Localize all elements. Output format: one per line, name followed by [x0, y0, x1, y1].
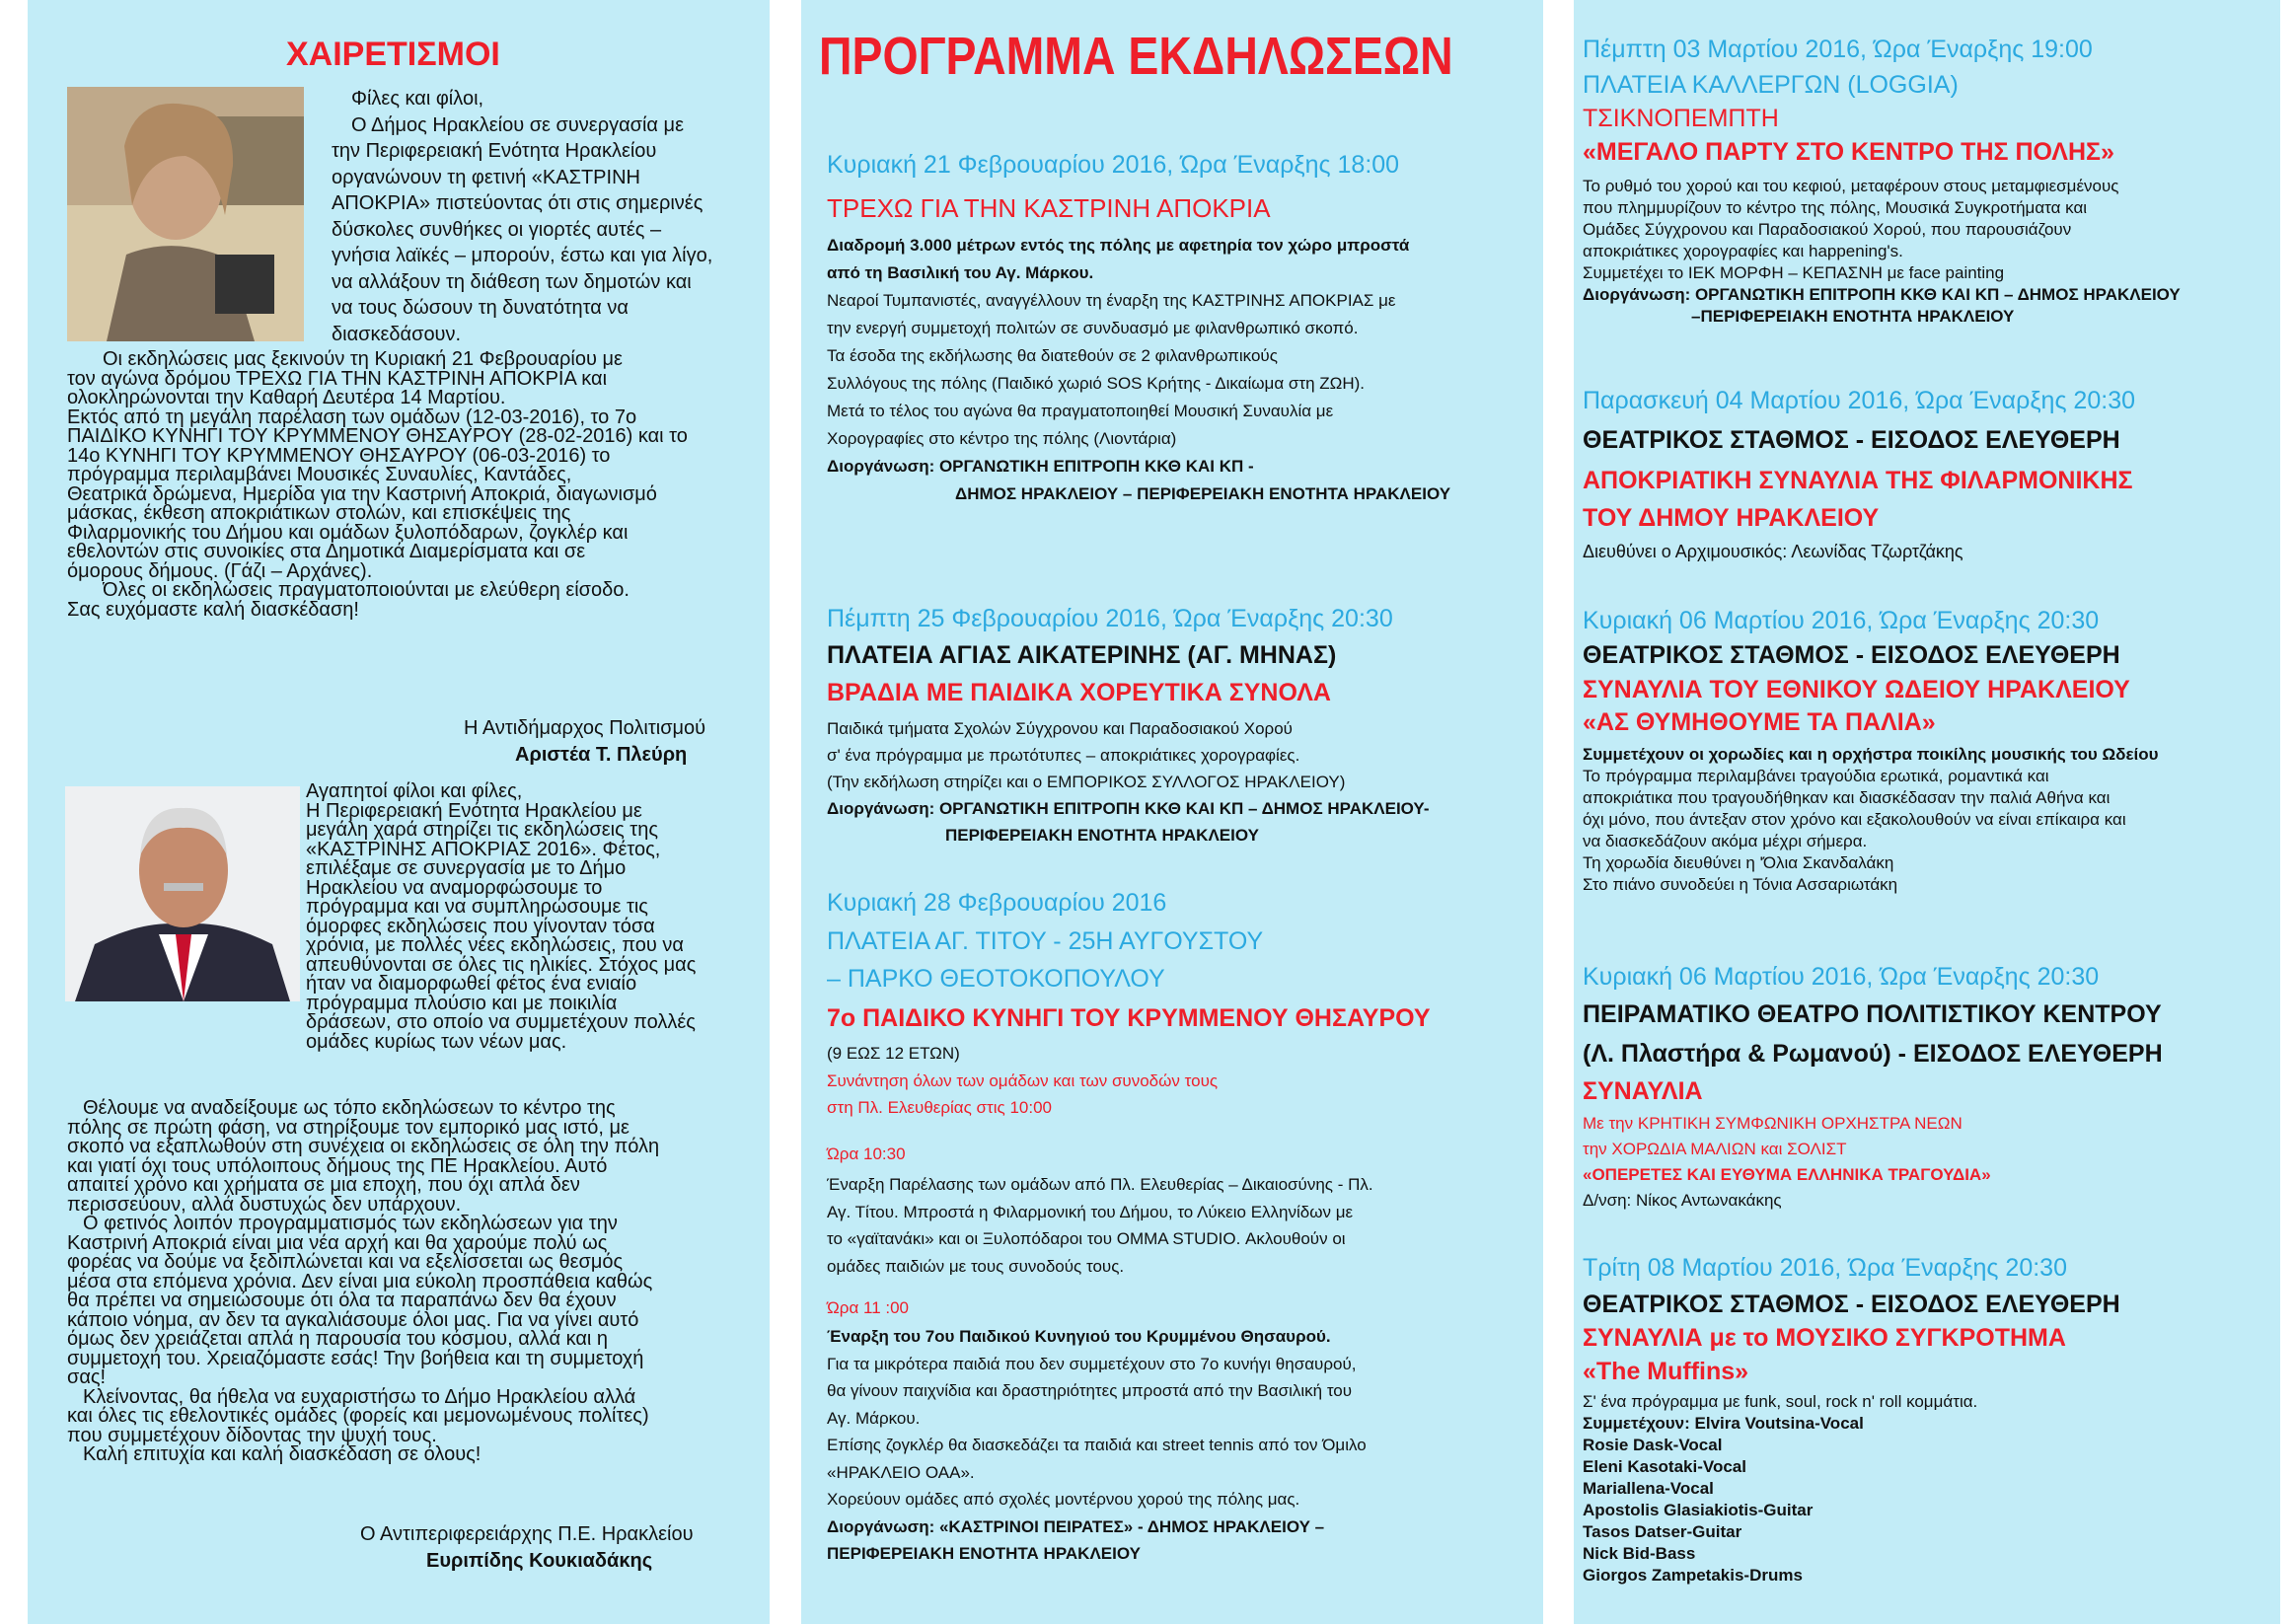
event-time: Ώρα 11 :00 [827, 1298, 910, 1317]
detail-line: Τη χορωδία διευθύνει η 'Όλια Σκανδαλάκη [1583, 853, 1894, 872]
paragraph-line: οργανώνουν τη φετινή «ΚΑΣΤΡΙΝΗ [332, 167, 640, 187]
paragraph-line: ήταν να διαμορφωθεί φέτος ένα ενιαίο [306, 974, 637, 994]
event-conductor: Διευθύνει ο Αρχιμουσικός: Λεωνίδας Τζωρτζάκης [1583, 542, 1963, 561]
detail-line: Διοργάνωση: ΟΡΓΑΝΩΤΙΚΗ ΕΠΙΤΡΟΠΗ ΚΚΘ ΚΑΙ ΚΠ – ΔΗΜΟΣ ΗΡΑΚΛΕΙΟΥ [1583, 285, 2181, 304]
detail-line: ομάδες παιδιών με τους συνοδούς τους. [827, 1256, 1125, 1276]
detail-line: Έναρξη Παρέλασης των ομάδων από Πλ. Ελευθερίας – Δικαιοσύνης - Πλ. [827, 1175, 1373, 1194]
signature-title-2: Ο Αντιπεριφερειάρχης Π.Ε. Ηρακλείου [360, 1523, 694, 1545]
paragraph-line: φορέας να δούμε να ξεδιπλώνεται και να εξελίσσεται ως θεσμός [67, 1252, 624, 1272]
event-place: ΘΕΑΤΡΙΚΟΣ ΣΤΑΘΜΟΣ - ΕΙΣΟΔΟΣ ΕΛΕΥΘΕΡΗ [1583, 1291, 2120, 1318]
event-place: ΠΕΙΡΑΜΑΤΙΚΟ ΘΕΑΤΡΟ ΠΟΛΙΤΙΣΤΙΚΟΥ ΚΕΝΤΡΟΥ [1583, 1000, 2162, 1028]
event-performers: την ΧΟΡΩΔΙΑ ΜΑΛΙΩΝ και ΣΟΛΙΣΤ [1583, 1140, 1847, 1158]
detail-line: αποκριάτικα που τραγουδήθηκαν και διασκέδασαν την παλιά Αθήνα και [1583, 788, 2111, 807]
detail-line: Διοργάνωση: ΟΡΓΑΝΩΤΙΚΗ ΕΠΙΤΡΟΠΗ ΚΚΘ ΚΑΙ ΚΠ - [827, 457, 1254, 476]
detail-line: Apostolis Glasiakiotis-Guitar [1583, 1501, 1814, 1519]
event-place: – ΠΑΡΚΟ ΘΕΟΤΟΚΟΠΟΥΛΟΥ [827, 965, 1165, 993]
event-title: ΒΡΑΔΙΑ ΜΕ ΠΑΙΔΙΚΑ ΧΟΡΕΥΤΙΚΑ ΣΥΝΟΛΑ [827, 679, 1331, 706]
detail-line: Giorgos Zampetakis-Drums [1583, 1566, 1803, 1585]
paragraph-line: Καλή επιτυχία και καλή διασκέδαση σε όλους! [83, 1444, 481, 1464]
event-place: ΘΕΑΤΡΙΚΟΣ ΣΤΑΘΜΟΣ - ΕΙΣΟΔΟΣ ΕΛΕΥΘΕΡΗ [1583, 641, 2120, 669]
paragraph-line: «ΚΑΣΤΡΙΝΗΣ ΑΠΟΚΡΙΑΣ 2016». Φέτος, [306, 839, 661, 859]
paragraph-line: πρόγραμμα περιλαμβάνει Μουσικές Συναυλίες, Καντάδες, [67, 465, 572, 484]
event-time: Ώρα 10:30 [827, 1144, 906, 1163]
paragraph-line: κάποιο νόημα, αν δεν τα αγκαλιάσουμε όλοι μας. Για να γίνει αυτό [67, 1309, 639, 1330]
paragraph-line: πρόγραμμα και να συμπληρώσουμε τις [306, 897, 648, 917]
paragraph-line: συμμετοχή του. Χρειαζόμαστε εσάς! Την βοήθεια και τη συμμετοχή [67, 1348, 644, 1368]
paragraph-line: Εκτός από τη μεγάλη παρέλαση των ομάδων (12-03-2016), το 7ο [67, 406, 637, 427]
detail-line: Tasos Datser-Guitar [1583, 1522, 1742, 1541]
paragraph-line: χρόνια, με πολλές νέες εκδηλώσεις, που να [306, 935, 684, 955]
detail-line: Μετά το τέλος του αγώνα θα πραγματοποιηθεί Μουσική Συναυλία με [827, 402, 1334, 420]
event-subtitle: «ΜΕΓΑΛΟ ΠΑΡΤΥ ΣΤΟ ΚΕΝΤΡΟ ΤΗΣ ΠΟΛΗΣ» [1583, 138, 2114, 166]
paragraph-line: Καστρινή Αποκριά είναι μια νέα αρχή και θα χαρούμε πολύ ως [67, 1232, 608, 1253]
paragraph-line: εθελοντών στις συνοικίες στα Δημοτικά Διαμερίσματα και σε [67, 542, 586, 561]
signature-name-1: Αριστέα Τ. Πλεύρη [515, 744, 688, 766]
paragraph-line: Θέλουμε να αναδείξουμε ως τόπο εκδηλώσεων το κέντρο της [83, 1098, 616, 1118]
paragraph-line: θα πρέπει να σημειώσουμε ότι όλα τα παραπάνω δεν θα έχουν [67, 1291, 617, 1310]
detail-line: Συμμετέχουν: Elvira Voutsina-Vocal [1583, 1414, 1864, 1433]
detail-line: Διοργάνωση: «ΚΑΣΤΡΙΝΟΙ ΠΕΙΡΑΤΕΣ» - ΔΗΜΟΣ ΗΡΑΚΛΕΙΟΥ – [827, 1516, 1325, 1536]
detail-line: Nick Bid-Bass [1583, 1544, 1696, 1563]
event-date: Πέμπτη 25 Φεβρουαρίου 2016, Ώρα Έναρξης 20:30 [827, 605, 1393, 632]
event-program: «ΟΠΕΡΕΤΕΣ ΚΑΙ ΕΥΘΥΜΑ ΕΛΛΗΝΙΚΑ ΤΡΑΓΟΥΔΙΑ» [1583, 1165, 1991, 1184]
detail-line: Συμμετέχουν οι χορωδίες και η ορχήστρα ποικίλης μουσικής του Ωδείου [1583, 745, 2159, 764]
paragraph-line: Φιλαρμονικής του Δήμου και ομάδων ξυλοπόδαρων, ζογκλέρ και [67, 522, 629, 543]
event-performers: Με την ΚΡΗΤΙΚΗ ΣΥΜΦΩΝΙΚΗ ΟΡΧΗΣΤΡΑ ΝΕΩΝ [1583, 1114, 1963, 1133]
paragraph-line: Ηρακλείου να αναμορφώσουμε το [306, 877, 603, 898]
event-date: Κυριακή 06 Μαρτίου 2016, Ώρα Έναρξης 20:30 [1583, 607, 2100, 634]
event-title: ΑΠΟΚΡΙΑΤΙΚΗ ΣΥΝΑΥΛΙΑ ΤΗΣ ΦΙΛΑΡΜΟΝΙΚΗΣ [1583, 467, 2133, 494]
program-title: ΠΡΟΓΡΑΜΜΑ ΕΚΔΗΛΩΣΕΩΝ [819, 27, 1453, 86]
detail-line: Για τα μικρότερα παιδιά που δεν συμμετέχουν στο 7ο κυνήγι θησαυρού, [827, 1354, 1357, 1373]
event-place: ΠΛΑΤΕΙΑ ΑΓΙΑΣ ΑΙΚΑΤΕΡΙΝΗΣ (ΑΓ. ΜΗΝΑΣ) [827, 641, 1337, 669]
paragraph-line: μάσκας, έκθεση αποκριάτικων στολών, και επισκέψεις της [67, 503, 571, 523]
paragraph-line: Φίλες και φίλοι, [351, 89, 484, 109]
photo-vice-mayor [67, 87, 304, 341]
signature-name-2: Ευριπίδης Κουκιαδάκης [426, 1550, 653, 1572]
paragraph-line: ομάδες κυρίως των νέων μας. [306, 1031, 567, 1052]
event-date: Πέμπτη 03 Μαρτίου 2016, Ώρα Έναρξης 19:00 [1583, 36, 2093, 63]
detail-line: Στο πιάνο συνοδεύει η Τόνια Ασσαριωτάκη [1583, 875, 1898, 894]
detail-line: να διασκεδάζουν ακόμα μέχρι σήμερα. [1583, 832, 1868, 850]
detail-line: Rosie Dask-Vocal [1583, 1436, 1723, 1454]
detail-line: Χορεύουν ομάδες από σχολές μοντέρνου χορού της πόλης μας. [827, 1490, 1300, 1509]
detail-line: Το ρυθμό του χορού και του κεφιού, μεταφέρουν στους μεταμφιεσμένους [1583, 177, 2119, 195]
detail-line: Τα έσοδα της εκδήλωσης θα διατεθούν σε 2 φιλανθρωπικούς [827, 346, 1278, 365]
paragraph-line: και γιατί όχι τους υπόλοιπους δήμους της ΠΕ Ηρακλείου. Αυτό [67, 1155, 608, 1176]
paragraph-line: Η Περιφερειακή Ενότητα Ηρακλείου με [306, 800, 642, 821]
detail-line: Συλλόγους της πόλης (Παιδικό χωριό SOS Κρήτης - Δικαίωμα στη ΖΩΗ). [827, 374, 1366, 393]
paragraph-line: που συμμετέχουν δίδοντας την ψυχή τους. [67, 1425, 437, 1445]
detail-line: Διοργάνωση: ΟΡΓΑΝΩΤΙΚΗ ΕΠΙΤΡΟΠΗ ΚΚΘ ΚΑΙ ΚΠ – ΔΗΜΟΣ ΗΡΑΚΛΕΙΟΥ- [827, 799, 1430, 818]
detail-line: το «γαϊτανάκι» και οι Ξυλοπόδαροι του OMMA STUDIO. Ακλουθούν οι [827, 1229, 1346, 1248]
detail-line: Διαδρομή 3.000 μέτρων εντός της πόλης με αφετηρία τον χώρο μπροστά [827, 236, 1410, 255]
paragraph-line: όμορους δήμους. (Γάζι – Αρχάνες). [67, 560, 373, 581]
event-date: Παρασκευή 04 Μαρτίου 2016, Ώρα Έναρξης 20:30 [1583, 387, 2135, 414]
detail-line: ΠΕΡΙΦΕΡΕΙΑΚΗ ΕΝΟΤΗΤΑ ΗΡΑΚΛΕΙΟΥ [827, 1544, 1141, 1563]
paragraph-line: διασκεδάσουν. [332, 324, 462, 344]
paragraph-line: σας! [67, 1367, 107, 1387]
paragraph-line: μεγάλη χαρά στηρίζει τις εκδηλώσεις της [306, 820, 658, 840]
event-title: ΣΥΝΑΥΛΙΑ ΤΟΥ ΕΘΝΙΚΟΥ ΩΔΕΙΟΥ ΗΡΑΚΛΕΙΟΥ [1583, 676, 2130, 703]
event-date: Κυριακή 28 Φεβρουαρίου 2016 [827, 889, 1167, 917]
event-title: ΣΥΝΑΥΛΙΑ με το ΜΟΥΣΙΚΟ ΣΥΓΚΡΟΤΗΜΑ [1583, 1324, 2066, 1352]
detail-line: «ΗΡΑΚΛΕΙΟ ΟΑΑ». [827, 1462, 975, 1482]
detail-line: αποκριάτικες χορογραφίες και happening's. [1583, 242, 1903, 260]
paragraph-line: γνήσια λαϊκές – μπορούν, έστω και για λίγο, [332, 246, 713, 265]
paragraph-line: ολοκληρώνονται την Καθαρή Δευτέρα 14 Μαρτίου. [67, 388, 506, 407]
paragraph-line: Ο φετινός λοιπόν προγραμματισμός των εκδηλώσεων για την [83, 1214, 618, 1233]
event-place: ΠΛΑΤΕΙΑ ΑΓ. ΤΙΤΟΥ - 25Η ΑΥΓΟΥΣΤΟΥ [827, 927, 1264, 955]
paragraph-line: σκοπό να εξαπλωθούν στη συνέχεια οι εκδηλώσεις σε όλη την πόλη [67, 1137, 660, 1156]
detail-line: Παιδικά τμήματα Σχολών Σύγχρονου και Παραδοσιακού Χορού [827, 719, 1293, 738]
detail-line: θα γίνουν παιχνίδια και δραστηριότητες μπροστά από την Βασιλική του [827, 1381, 1353, 1400]
event-meeting: στη Πλ. Ελευθερίας στις 10:00 [827, 1098, 1052, 1117]
detail-line: από τη Βασιλική του Αγ. Μάρκου. [827, 263, 1094, 282]
event-subtitle: «ΑΣ ΘΥΜΗΘΟΥΜΕ ΤΑ ΠΑΛΙΑ» [1583, 708, 1936, 736]
event-place: ΠΛΑΤΕΙΑ ΚΑΛΛΕΡΓΩΝ (LOGGIA) [1583, 71, 1959, 99]
detail-line: Νεαροί Τυμπανιστές, αναγγέλλουν τη έναρξη της ΚΑΣΤΡΙΝΗΣ ΑΠΟΚΡΙΑΣ με [827, 291, 1396, 310]
detail-line: Αγ. Τίτου. Μπροστά η Φιλαρμονική του Δήμου, το Λύκειο Ελληνίδων με [827, 1202, 1354, 1221]
greetings-title: ΧΑΙΡΕΤΙΣΜΟΙ [286, 36, 500, 73]
paragraph-line: Ο Δήμος Ηρακλείου σε συνεργασία με [351, 114, 684, 135]
paragraph-line: πόλης σε πρώτη φάση, να στηρίξουμε τον εμπορικό μας ιστό, με [67, 1117, 630, 1138]
detail-line: Το πρόγραμμα περιλαμβάνει τραγούδια ερωτικά, ρομαντικά και [1583, 767, 2049, 785]
event-place: (Λ. Πλαστήρα & Ρωμανού) - ΕΙΣΟΔΟΣ ΕΛΕΥΘΕΡΗ [1583, 1040, 2163, 1068]
event-date: Κυριακή 21 Φεβρουαρίου 2016, Ώρα Έναρξης 18:00 [827, 151, 1400, 179]
photo-deputy-governor [65, 786, 300, 1001]
paragraph-line: και όλες τις εθελοντικές ομάδες (φορείς και μεμονωμένους πολίτες) [67, 1406, 649, 1426]
event-ages: (9 ΕΩΣ 12 ΕΤΩΝ) [827, 1044, 960, 1063]
signature-title-1: Η Αντιδήμαρχος Πολιτισμού [464, 717, 706, 739]
event-title: ΤΣΙΚΝΟΠΕΜΠΤΗ [1583, 105, 1779, 132]
paragraph-line: την Περιφερειακή Ενότητα Ηρακλείου [332, 141, 657, 161]
detail-line: (Την εκδήλωση στηρίζει και ο ΕΜΠΟΡΙΚΟΣ ΣΥΛΛΟΓΟΣ ΗΡΑΚΛΕΙΟΥ) [827, 773, 1346, 791]
paragraph-line: όμορφες εκδηλώσεις που γίνονταν τόσα [306, 916, 655, 936]
paragraph-line: Θεατρικά δρώμενα, Ημερίδα για την Καστρινή Αποκριά, διαγωνισμό [67, 483, 657, 504]
detail-line: –ΠΕΡΙΦΕΡΕΙΑΚΗ ΕΝΟΤΗΤΑ ΗΡΑΚΛΕΙΟΥ [1691, 307, 2015, 326]
paragraph-line: 14ο ΚΥΝΗΓΙ ΤΟΥ ΚΡΥΜΜΕΝΟΥ ΘΗΣΑΥΡΟΥ (06-03-2016) το [67, 445, 611, 466]
detail-line: ΠΕΡΙΦΕΡΕΙΑΚΗ ΕΝΟΤΗΤΑ ΗΡΑΚΛΕΙΟΥ [945, 826, 1259, 845]
paragraph-line: Σας ευχόμαστε καλή διασκέδαση! [67, 599, 359, 620]
paragraph-line: ΑΠΟΚΡΙΑ» πιστεύοντας ότι στις σημερινές [332, 193, 704, 213]
paragraph-line: να αλλάξουν τη διάθεση των δημοτών και [332, 271, 692, 292]
detail-line: Χορογραφίες στο κέντρο της πόλης (Λιοντάρια) [827, 429, 1177, 448]
paragraph-line: Αγαπητοί φίλοι και φίλες, [306, 781, 523, 801]
detail-line: ΔΗΜΟΣ ΗΡΑΚΛΕΙΟΥ – ΠΕΡΙΦΕΡΕΙΑΚΗ ΕΝΟΤΗΤΑ ΗΡΑΚΛΕΙΟΥ [955, 484, 1451, 503]
detail-line: σ' ένα πρόγραμμα με πρωτότυπες – αποκριάτικες χορογραφίες. [827, 746, 1300, 765]
paragraph-line: ΠΑΙΔΙΚΟ ΚΥΝΗΓΙ ΤΟΥ ΚΡΥΜΜΕΝΟΥ ΘΗΣΑΥΡΟΥ (28-02-2016) και το [67, 426, 688, 446]
paragraph-line: να τους δώσουν τη δυνατότητα να [332, 298, 629, 318]
detail-line: Αγ. Μάρκου. [827, 1408, 921, 1428]
event-title: ΤΡΕΧΩ ΓΙΑ ΤΗΝ ΚΑΣΤΡΙΝΗ ΑΠΟΚΡΙΑ [827, 193, 1271, 223]
event-title: 7ο ΠΑΙΔΙΚΟ ΚΥΝΗΓΙ ΤΟΥ ΚΡΥΜΜΕΝΟΥ ΘΗΣΑΥΡΟΥ [827, 1004, 1431, 1032]
detail-line: όχι μόνο, που άντεξαν στον χρόνο και εξακολουθούν να είναι επίκαιρα και [1583, 810, 2126, 829]
event-conductor: Δ/νση: Νίκος Αντωνακάκης [1583, 1191, 1782, 1210]
paragraph-line: επιλέξαμε σε συνεργασία με το Δήμο [306, 858, 627, 878]
paragraph-line: δύσκολες συνθήκες οι γιορτές αυτές – [332, 219, 662, 240]
event-subtitle: «The Muffins» [1583, 1358, 1749, 1385]
paragraph-line: τον αγώνα δρόμου ΤΡΕΧΩ ΓΙΑ ΤΗΝ ΚΑΣΤΡΙΝΗ ΑΠΟΚΡΙΑ και [67, 368, 608, 389]
event-place: ΘΕΑΤΡΙΚΟΣ ΣΤΑΘΜΟΣ - ΕΙΣΟΔΟΣ ΕΛΕΥΘΕΡΗ [1583, 426, 2120, 454]
paragraph-line: δράσεων, στο οποίο να συμμετέχουν πολλές [306, 1012, 696, 1032]
paragraph-line: Κλείνοντας, θα ήθελα να ευχαριστήσω το Δήμο Ηρακλείου αλλά [83, 1386, 636, 1407]
paragraph-line: Όλες οι εκδηλώσεις πραγματοποιούνται με ελεύθερη είσοδο. [103, 580, 630, 600]
paragraph-line: πρόγραμμα πλούσιο και με ποικιλία [306, 993, 618, 1013]
event-date: Κυριακή 06 Μαρτίου 2016, Ώρα Έναρξης 20:30 [1583, 963, 2100, 991]
detail-line: Έναρξη του 7ου Παιδικού Κυνηγιού του Κρυμμένου Θησαυρού. [827, 1327, 1331, 1346]
event-title: ΤΟΥ ΔΗΜΟΥ ΗΡΑΚΛΕΙΟΥ [1583, 504, 1880, 532]
event-title: ΣΥΝΑΥΛΙΑ [1583, 1077, 1703, 1105]
detail-line: Επίσης ζογκλέρ θα διασκεδάζει τα παιδιά και street tennis από τον Όμιλο [827, 1436, 1367, 1454]
detail-line: Ομάδες Σύγχρονου και Παραδοσιακού Χορού, που παρουσιάζουν [1583, 220, 2072, 239]
detail-line: που πλημμυρίζουν το κέντρο της πόλης, Μουσικά Συγκροτήματα και [1583, 198, 2088, 217]
paragraph-line: απευθύνονται σε όλες τις ηλικίες. Στόχος μας [306, 954, 697, 975]
detail-line: Συμμετέχει το ΙΕΚ ΜΟΡΦΗ – ΚΕΠΑΣΝΗ με face painting [1583, 263, 2005, 282]
detail-line: Σ' ένα πρόγραμμα με funk, soul, rock n' roll κομμάτια. [1583, 1392, 1978, 1411]
paragraph-line: Οι εκδηλώσεις μας ξεκινούν τη Κυριακή 21 Φεβρουαρίου με [103, 349, 623, 369]
event-meeting: Συνάντηση όλων των ομάδων και των συνοδών τους [827, 1071, 1219, 1090]
paragraph-line: απαιτεί χρόνο και χρήματα σε μια εποχή, που όχι απλά δεν [67, 1175, 580, 1195]
detail-line: Eleni Kasotaki-Vocal [1583, 1457, 1746, 1476]
detail-line: την ενεργή συμμετοχή πολιτών σε συνδυασμό με φιλανθρωπικό σκοπό. [827, 319, 1359, 337]
paragraph-line: μέσα στα επόμενα χρόνια. Δεν είναι μια εύκολη προσπάθεια καθώς [67, 1271, 653, 1292]
paragraph-line: όμως δεν χρειάζεται απλά η παρουσία του κόσμου, αλλά και η [67, 1329, 609, 1349]
detail-line: Mariallena-Vocal [1583, 1479, 1714, 1498]
paragraph-line: περισσεύουν, αλλά δυστυχώς δεν υπάρχουν. [67, 1194, 462, 1215]
event-date: Τρίτη 08 Μαρτίου 2016, Ώρα Έναρξης 20:30 [1583, 1254, 2067, 1282]
